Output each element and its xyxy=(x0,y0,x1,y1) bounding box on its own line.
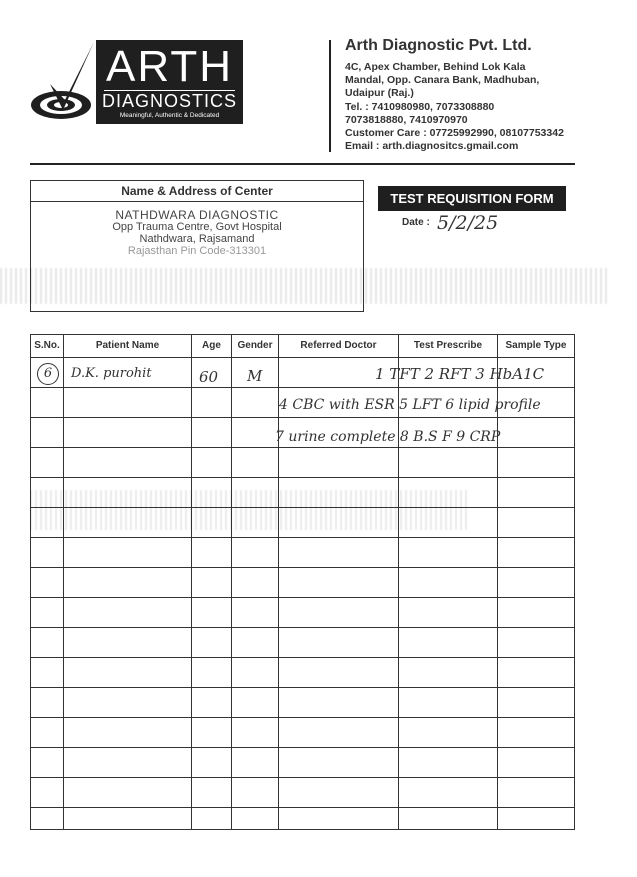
col-header-test-prescribe: Test Prescribe xyxy=(413,340,483,351)
center-address-line: Opp Trauma Centre, Govt Hospital xyxy=(112,221,282,233)
email-line: Email : arth.diagnositcs.gmail.com xyxy=(345,140,519,153)
header-divider xyxy=(329,40,331,152)
form-title: TEST REQUISITION FORM xyxy=(378,186,566,211)
col-header-sample-type: Sample Type xyxy=(505,340,567,351)
center-stamp xyxy=(31,209,363,257)
date-label: Date : xyxy=(402,217,430,228)
entry-sno: 6 xyxy=(37,363,59,385)
customer-care-line: Customer Care : 07725992990, 08107753342 xyxy=(345,127,564,140)
col-header-sno: S.No. xyxy=(34,340,60,351)
address-line: Udaipur (Raj.) xyxy=(345,87,414,100)
requisition-table xyxy=(30,334,575,830)
entry-tests-line-2: 4 CBC with ESR 5 LFT 6 lipid profile xyxy=(279,397,541,413)
scan-smudge xyxy=(0,268,610,304)
col-header-age: Age xyxy=(202,340,221,351)
date-value: 5/2/25 xyxy=(437,212,499,234)
logo-subtitle: DIAGNOSTICS xyxy=(101,91,237,111)
logo-tagline: Meaningful, Authentic & Dedicated xyxy=(119,112,220,119)
arth-logo xyxy=(96,40,243,124)
entry-patient-name: D.K. purohit xyxy=(71,366,152,381)
phone-line: 7073818880, 7410970970 xyxy=(345,113,468,126)
entry-gender: M xyxy=(247,367,263,385)
logo-word: ARTH xyxy=(106,42,233,91)
center-box-title: Name & Address of Center xyxy=(31,181,363,202)
col-header-gender: Gender xyxy=(237,340,273,351)
address-line: 4C, Apex Chamber, Behind Lok Kala xyxy=(345,61,526,73)
col-header-referred-doctor: Referred Doctor xyxy=(300,340,377,351)
entry-tests-line-3: 7 urine complete 8 B.S F 9 CRP xyxy=(275,429,501,445)
entry-age: 60 xyxy=(199,368,219,386)
phone-line: Tel. : 7410980980, 7073308880 xyxy=(345,100,495,113)
header-rule xyxy=(30,163,575,165)
col-header-patient-name: Patient Name xyxy=(95,340,160,351)
entry-tests-line-1: 1 TFT 2 RFT 3 HbA1C xyxy=(375,365,545,383)
address-line: Mandal, Opp. Canara Bank, Madhuban, xyxy=(345,74,540,87)
arth-logo-mark xyxy=(30,40,98,126)
center-address-line: Nathdwara, Rajsamand xyxy=(139,233,255,245)
center-name: NATHDWARA DIAGNOSTIC xyxy=(115,208,279,222)
company-address xyxy=(345,61,564,153)
company-name: Arth Diagnostic Pvt. Ltd. xyxy=(345,37,532,54)
center-address-line: Rajasthan Pin Code-313301 xyxy=(127,245,267,257)
